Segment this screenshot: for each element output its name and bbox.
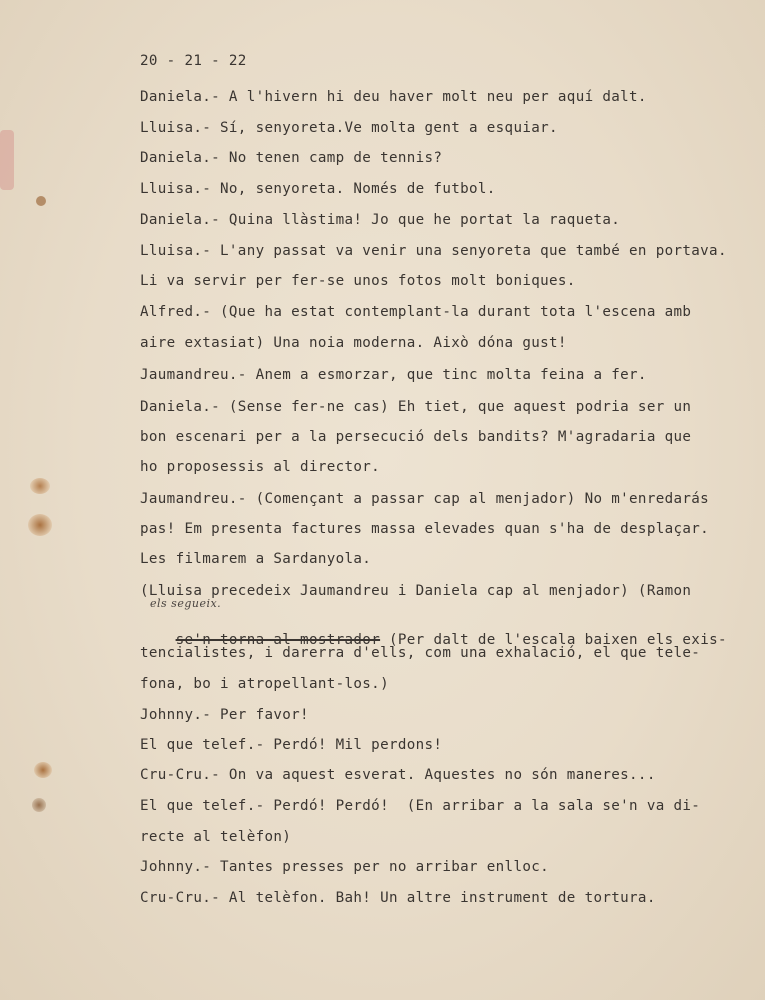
dialogue-line: Daniela.- A l'hivern hi deu haver molt neu per aquí dalt.	[140, 89, 647, 105]
stain-mark	[32, 798, 46, 812]
dialogue-line: pas! Em presenta factures massa elevades quan s'ha de desplaçar.	[140, 521, 710, 537]
handwritten-correction: els segueix.	[150, 597, 222, 610]
dialogue-line: bon escenari per a la persecució dels bandits? M'agradaria que	[140, 429, 692, 445]
dialogue-line: Alfred.- (Que ha estat contemplant-la durant tota l'escena amb	[140, 304, 692, 320]
dialogue-line: ho proposessis al director.	[140, 459, 381, 475]
struck-text: se'n torna al mostrador	[175, 632, 381, 648]
stain-mark	[36, 196, 46, 206]
dialogue-line: El que telef.- Perdó! Perdó! (En arribar a la sala se'n va di-	[140, 798, 701, 814]
dialogue-line: Daniela.- Quina llàstima! Jo que he portat la raqueta.	[140, 212, 621, 228]
stain-mark	[28, 514, 52, 536]
dialogue-line: Les filmarem a Sardanyola.	[140, 551, 372, 567]
dialogue-line: El que telef.- Perdó! Mil perdons!	[140, 737, 443, 753]
dialogue-line: recte al telèfon)	[140, 829, 292, 845]
dialogue-line: Li va servir per fer-se unos fotos molt boniques.	[140, 273, 576, 289]
dialogue-line: Cru-Cru.- On va aquest esverat. Aquestes no són maneres...	[140, 767, 656, 783]
dialogue-line: Johnny.- Per favor!	[140, 707, 309, 723]
dialogue-line: Daniela.- No tenen camp de tennis?	[140, 150, 443, 166]
stage-direction-line: fona, bo i atropellant-los.)	[140, 676, 389, 692]
dialogue-line: Lluisa.- No, senyoreta. Només de futbol.	[140, 181, 496, 197]
dialogue-line: Johnny.- Tantes presses per no arribar enlloc.	[140, 859, 550, 875]
stage-direction-line: (Lluisa precedeix Jaumandreu i Daniela cap al menjador) (Ramon	[140, 583, 692, 599]
dialogue-line: Lluisa.- L'any passat va venir una senyoreta que també en portava.	[140, 243, 727, 259]
dialogue-line: aire extasiat) Una noia moderna. Això dóna gust!	[140, 335, 567, 351]
stain-mark	[30, 478, 50, 494]
stain-mark	[34, 762, 52, 778]
dialogue-line: Daniela.- (Sense fer-ne cas) Eh tiet, que aquest podria ser un	[140, 399, 692, 415]
page-number: 20 - 21 - 22	[140, 53, 247, 69]
stain-mark	[0, 130, 14, 190]
dialogue-line: Cru-Cru.- Al telèfon. Bah! Un altre instrument de tortura.	[140, 890, 656, 906]
stage-direction-line: tencialistes, i darerra d'ells, com una exhalació, el que tele-	[140, 645, 701, 661]
dialogue-line: Jaumandreu.- Anem a esmorzar, que tinc molta feina a fer.	[140, 367, 647, 383]
stage-direction-rest: (Per dalt de l'escala baixen els exis-	[380, 632, 727, 648]
dialogue-line: Lluisa.- Sí, senyoreta.Ve molta gent a esquiar.	[140, 120, 558, 136]
dialogue-line: Jaumandreu.- (Començant a passar cap al menjador) No m'enredarás	[140, 491, 710, 507]
